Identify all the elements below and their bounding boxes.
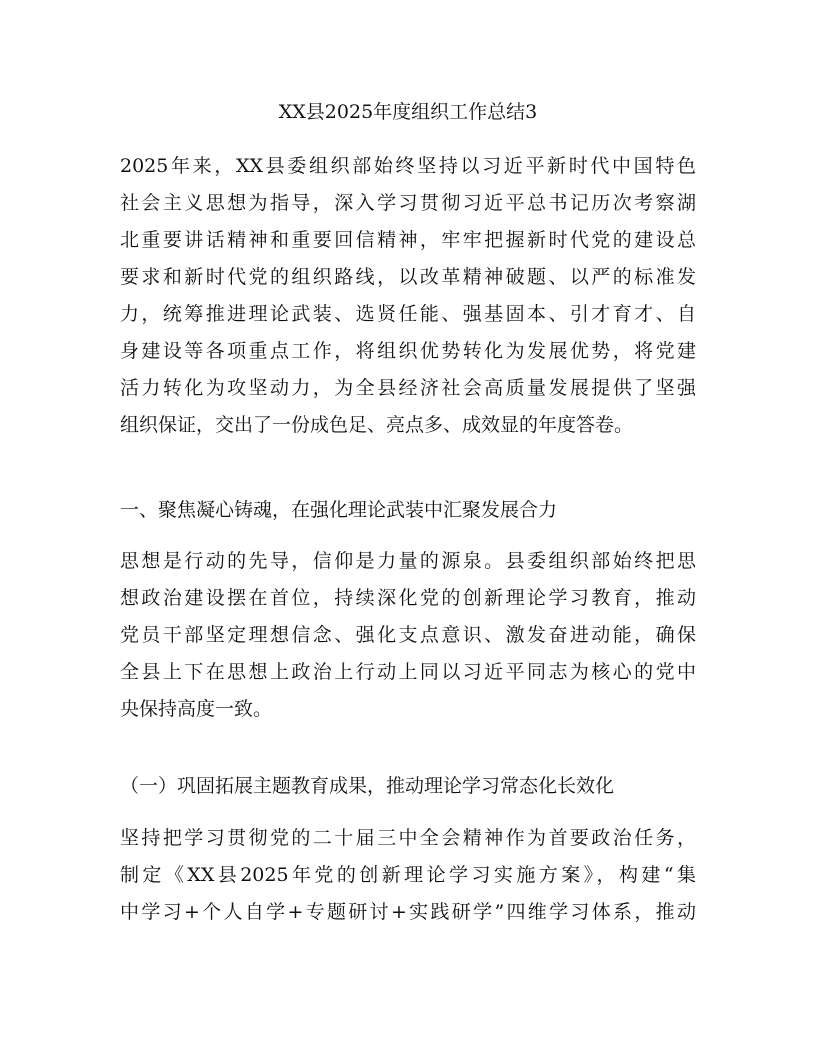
subsection1-paragraph bbox=[120, 820, 696, 931]
paragraph-line: 坚持把学习贯彻党的二十届三中全会精神作为首要政治任务， bbox=[120, 827, 696, 849]
section-heading: 一、聚焦凝心铸魂，在强化理论武装中汇聚发展合力 bbox=[120, 499, 558, 521]
paragraph-line: 央保持高度一致。 bbox=[120, 698, 273, 720]
subsection-heading: （一）巩固拓展主题教育成果，推动理论学习常态化长效化 bbox=[120, 775, 615, 797]
paragraph-line: 北重要讲话精神和重要回信精神，牢牢把握新时代党的建设总 bbox=[120, 229, 696, 251]
paragraph-line: 活力转化为攻坚动力，为全县经济社会高质量发展提供了坚强 bbox=[120, 377, 696, 399]
paragraph-line: 思想是行动的先导，信仰是力量的源泉。县委组织部始终把思 bbox=[120, 550, 696, 572]
paragraph-line: 社会主义思想为指导，深入学习贯彻习近平总书记历次考察湖 bbox=[120, 192, 696, 214]
paragraph-line: 全县上下在思想上政治上行动上同以习近平同志为核心的党中 bbox=[120, 661, 696, 683]
section1-paragraph bbox=[120, 543, 696, 728]
paragraph-line: 力，统筹推进理论武装、选贤任能、强基固本、引才育才、自 bbox=[120, 303, 696, 325]
intro-paragraph bbox=[120, 148, 696, 444]
paragraph-line: 组织保证，交出了一份成色足、亮点多、成效显的年度答卷。 bbox=[120, 414, 634, 436]
paragraph-line: 想政治建设摆在首位，持续深化党的创新理论学习教育，推动 bbox=[120, 587, 696, 609]
paragraph-line: 制定《XX县2025年党的创新理论学习实施方案》，构建“集 bbox=[120, 864, 696, 886]
document-title: XX县2025年度组织工作总结3 bbox=[278, 101, 538, 123]
paragraph-line: 身建设等各项重点工作，将组织优势转化为发展优势，将党建 bbox=[120, 340, 696, 362]
paragraph-line: 要求和新时代党的组织路线，以改革精神破题、以严的标准发 bbox=[120, 266, 696, 288]
paragraph-line: 党员干部坚定理想信念、强化支点意识、激发奋进动能，确保 bbox=[120, 624, 696, 646]
paragraph-line: 中学习+个人自学+专题研讨+实践研学”四维学习体系，推动 bbox=[120, 901, 696, 923]
paragraph-line: 2025年来，XX县委组织部始终坚持以习近平新时代中国特色 bbox=[120, 155, 696, 177]
